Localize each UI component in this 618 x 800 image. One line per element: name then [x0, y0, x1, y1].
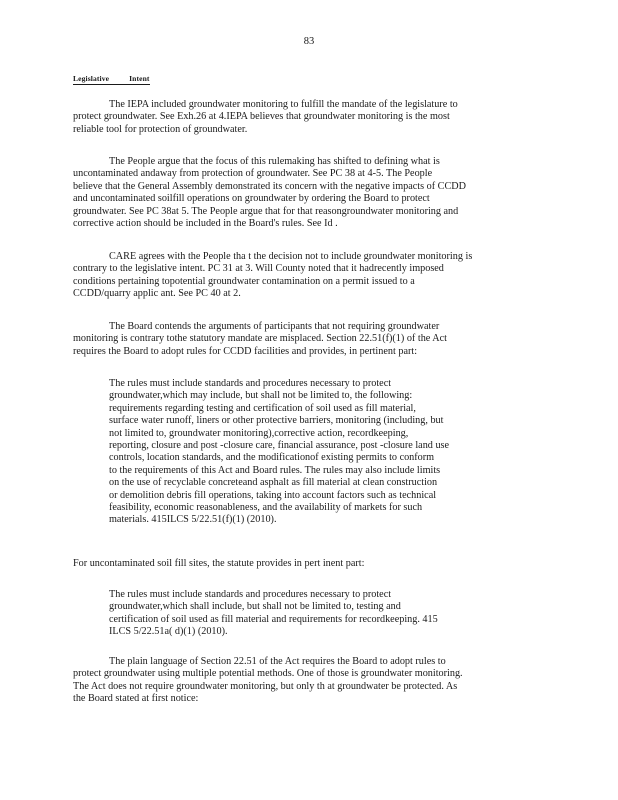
text-line: or demolition debris fill operations, taking into account factors such as technical [109, 489, 437, 501]
text-line: For uncontaminated soil fill sites, the statute provides in pert inent part: [73, 558, 365, 569]
text-line: The Board contends the arguments of participants that not requiring groundwater [109, 321, 440, 332]
block-quote-2 [109, 589, 501, 639]
text-line: contrary to the legislative intent. PC 31 at 3. Will County noted that it hadrecently imposed [73, 263, 444, 275]
text-line: the Board stated at first notice: [73, 693, 199, 705]
paragraph-2 [73, 156, 536, 230]
page-number: 83 [303, 36, 315, 47]
text-line: The Act does not require groundwater monitoring, but only th at groundwater be protected. As [73, 680, 458, 692]
text-line: controls, location standards, and the modificationof existing permits to conform [109, 452, 435, 464]
text-line: conditions pertaining topotential groundwater contamination on a permit issued to a [73, 275, 415, 287]
block-quote-1 [109, 378, 501, 527]
text-line: certification of soil used as fill material and requirements for recordkeeping. 415 [109, 613, 438, 625]
text-line: surface water runoff, liners or other protective barriers, monitoring (including, but [109, 415, 444, 427]
paragraph-1 [73, 99, 536, 136]
text-line: believe that the General Assembly demonstrated its concern with the negative impacts of CCDD [73, 180, 466, 192]
text-line: groundwater,which may include, but shall not be limited to, the following: [109, 390, 413, 402]
text-line: The rules must include standards and procedures necessary to protect [109, 589, 392, 600]
text-line: reporting, closure and post -closure care, financial assurance, post -closure land use [109, 440, 450, 452]
section-heading: Legislative Intent [73, 74, 150, 83]
text-line: not limited to, groundwater monitoring),corrective action, recordkeeping, [109, 427, 409, 439]
text-line: The rules must include standards and procedures necessary to protect [109, 378, 392, 389]
text-line: protect groundwater using multiple potential methods. One of those is groundwater monitoring. [73, 668, 463, 680]
text-line: The plain language of Section 22.51 of the Act requires the Board to adopt rules to [109, 656, 446, 667]
text-line: CCDD/quarry applic ant. See PC 40 at 2. [73, 288, 241, 300]
text-line: feasibility, economic reasonableness, and the availability of markets for such [109, 502, 423, 514]
text-line: corrective action should be included in the Board's rules. See Id . [73, 218, 338, 230]
text-line: The IEPA included groundwater monitoring to fulfill the mandate of the legislature to [109, 99, 458, 110]
text-line: The People argue that the focus of this rulemaking has shifted to defining what is [109, 156, 440, 167]
text-line: reliable tool for protection of groundwater. [73, 123, 248, 135]
text-line: ILCS 5/22.51a( d)(1) (2010). [109, 626, 228, 638]
text-line: requires the Board to adopt rules for CCDD facilities and provides, in pertinent part: [73, 345, 418, 357]
text-line: groundwater,which shall include, but shall not be limited to, testing and [109, 601, 401, 613]
text-line: uncontaminated andaway from protection of groundwater. See PC 38 at 4-5. The People [73, 168, 433, 180]
paragraph-5 [73, 558, 536, 570]
paragraph-4 [73, 321, 536, 358]
text-line: CARE agrees with the People tha t the decision not to include groundwater monitoring is [109, 251, 473, 262]
text-line: and uncontaminated soilfill operations on groundwater by ordering the Board to protect [73, 193, 430, 205]
text-line: on the use of recyclable concreteand asphalt as fill material at clean construction [109, 477, 438, 489]
text-line: groundwater. See PC 38at 5. The People argue that for that reasongroundwater monitoring and [73, 205, 459, 217]
text-line: to the requirements of this Act and Board rules. The rules may also include limits [109, 464, 441, 476]
text-line: monitoring is contrary tothe statutory mandate are misplaced. Section 22.51(f)(1) of the Act [73, 333, 448, 345]
paragraph-3 [73, 251, 536, 301]
paragraph-6 [73, 656, 536, 706]
text-line: requirements regarding testing and certification of soil used as fill material, [109, 402, 416, 414]
text-line: protect groundwater. See Exh.26 at 4.IEPA believes that groundwater monitoring is the most [73, 111, 450, 123]
text-line: materials. 415ILCS 5/22.51(f)(1) (2010). [109, 514, 277, 526]
